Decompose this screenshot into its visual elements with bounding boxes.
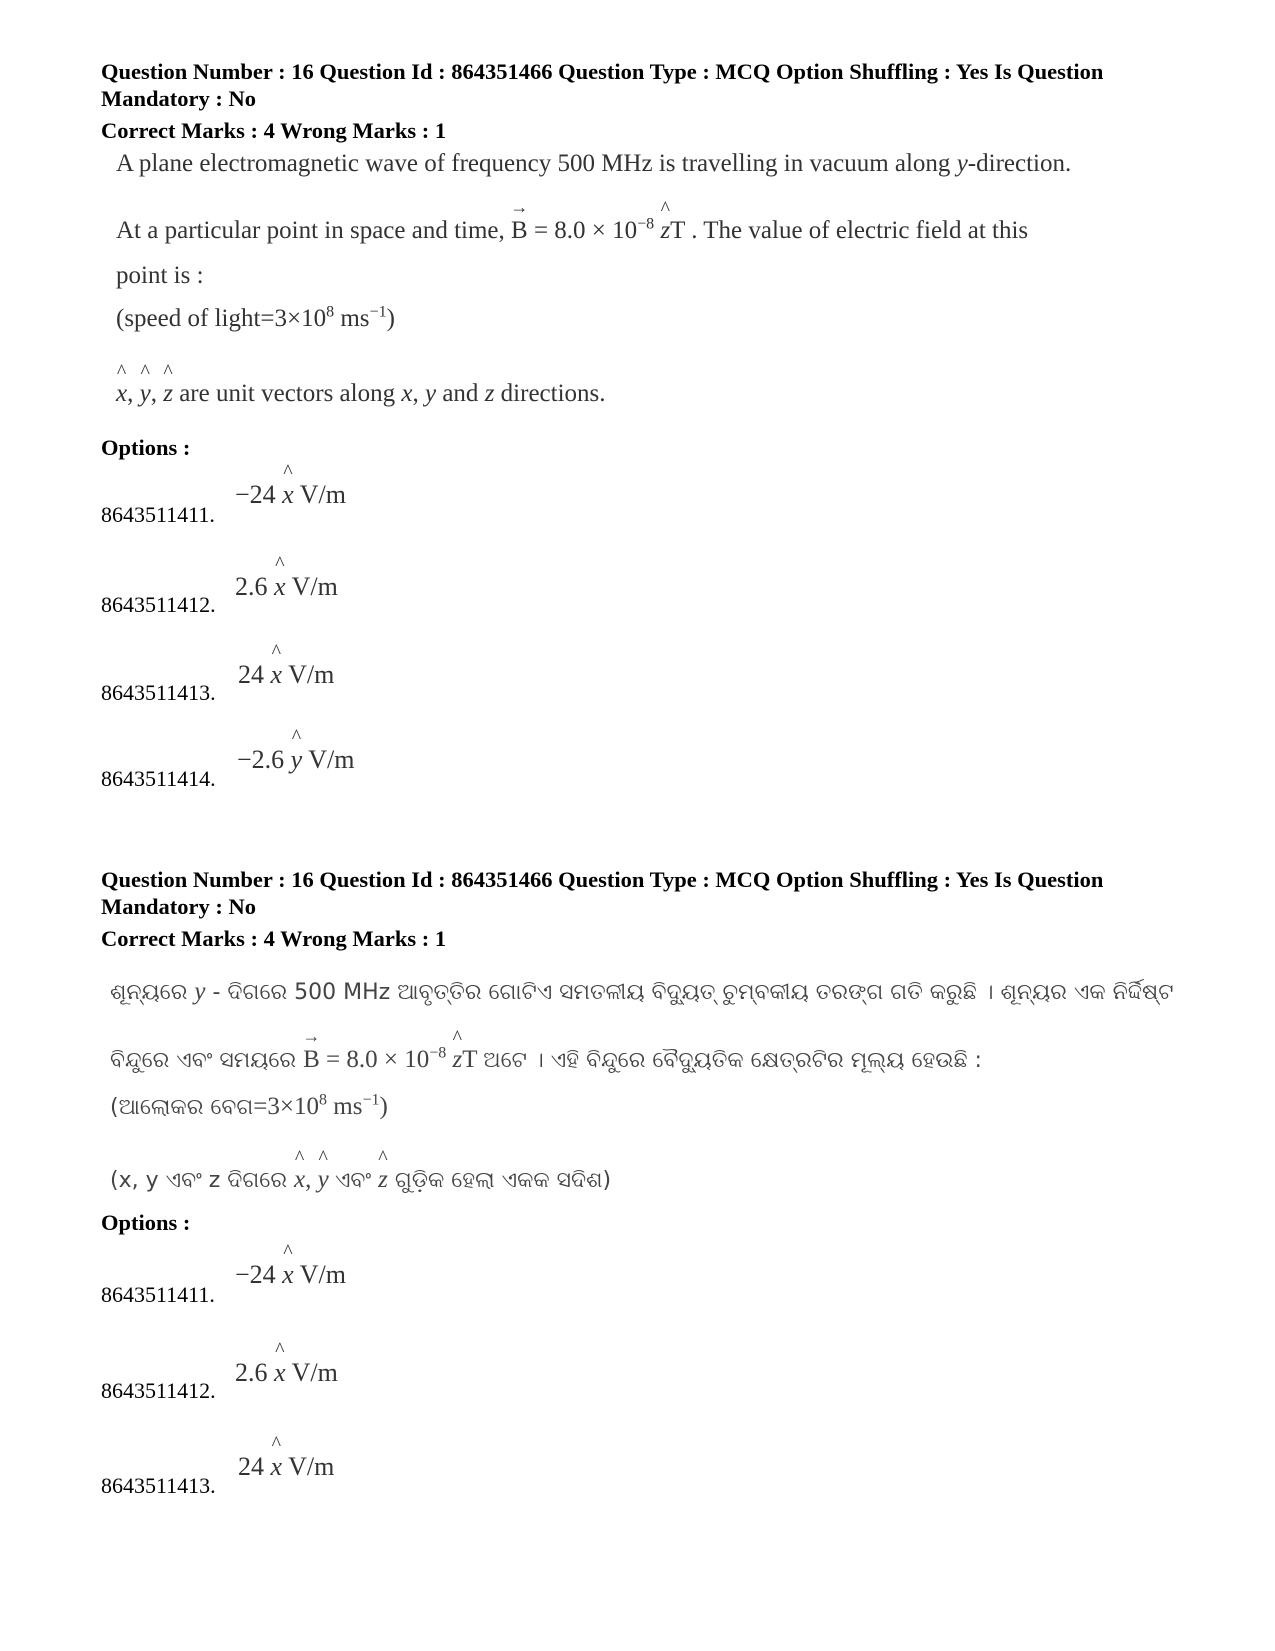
option-id: 8643511414. [101, 766, 216, 791]
options-label-2: Options : [101, 1210, 191, 1235]
header-line-2: Mandatory : No [101, 86, 256, 111]
option-value[interactable]: 24 ^ x V/m [238, 1452, 334, 1482]
option-value[interactable]: −2.6 ^ y V/m [237, 745, 354, 775]
option-value[interactable]: −24 ^ x V/m [235, 480, 346, 510]
question-text-line-3: point is : [116, 262, 204, 289]
option-value[interactable]: 2.6 ^ x V/m [235, 1358, 338, 1388]
option-id: 8643511411. [101, 1282, 215, 1307]
odia-text-line-2: ବିନ୍ଦୁରେ ଏବଂ ସମୟରେ → $B = 8.0 \times 10^{-8}$ ^ zT ଅଟେ । ଏହି ବିନ୍ଦୁରେ ବୈଦ୍ୟୁତିକ କ୍ଷେତ୍ରଟିର ମୂଲ୍ୟ ହେଉଛି : [110, 1046, 982, 1074]
header-line-2: Mandatory : No [101, 894, 256, 919]
option-value[interactable]: 2.6 ^ x V/m [235, 572, 338, 602]
unit-vectors-line: ^ x, ^ y, ^ z are unit vectors along x, y and z directions. [116, 380, 606, 408]
z-unit-vector: ^ z [660, 217, 670, 245]
option-id: 8643511411. [101, 502, 215, 527]
header-line-1: Question Number : 16 Question Id : 864351466 Question Type : MCQ Option Shuffling : Yes Is Question [101, 59, 1104, 84]
option-id: 8643511413. [101, 680, 216, 705]
question-header-1 [101, 58, 1201, 112]
option-id: 8643511413. [101, 1473, 216, 1498]
odia-speed-of-light: (ଆଲୋକର $ବେଗ=3\times 10^8$ $ms^{-1}$) [110, 1091, 388, 1120]
question-text-line-1: A plane electromagnetic wave of frequency 500 MHz is travelling in vacuum along y-direction. [116, 150, 1072, 177]
b-vector: → B [511, 217, 528, 245]
option-id: 8643511412. [101, 592, 216, 617]
marks-line-2: Correct Marks : 4 Wrong Marks : 1 [101, 926, 447, 951]
marks-line-1: Correct Marks : 4 Wrong Marks : 1 [101, 118, 447, 143]
options-label-1: Options : [101, 435, 191, 460]
header-line-1: Question Number : 16 Question Id : 864351466 Question Type : MCQ Option Shuffling : Yes Is Question [101, 867, 1104, 892]
odia-unit-vectors-line: (x, y ଏବଂ z ଦିଗରେ ^ x, ^ y ଏବଂ ^ z ଗୁଡ଼ିକ ହେଲା ଏକକ ସଦିଶ) [110, 1166, 611, 1194]
speed-of-light: (speed of $light=3\times 10^8$ $ms^{-1}$) [116, 303, 395, 332]
option-id: 8643511412. [101, 1378, 216, 1403]
option-value[interactable]: −24 ^ x V/m [235, 1260, 346, 1290]
option-value[interactable]: 24 ^ x V/m [238, 660, 334, 690]
question-header-2 [101, 866, 1201, 920]
question-text-line-2: At a particular point in space and time, → $B = 8.0 \times 10^{-8}$ ^ zT . The value of electric field at this [116, 217, 1028, 245]
odia-text-line-1: ଶୂନ୍ୟରେ y - ଦିଗରେ 500 MHz ଆବୃତ୍ତିର ଗୋଟିଏ ସମତଳୀୟ ବିଦ୍ୟୁତ୍ ଚୁମ୍ବକୀୟ ତରଙ୍ଗ ଗତି କରୁଛି । ଶୂନ୍ୟର ଏକ ନିର୍ଦ୍ଦିଷ୍ଟ [110, 978, 1174, 1005]
